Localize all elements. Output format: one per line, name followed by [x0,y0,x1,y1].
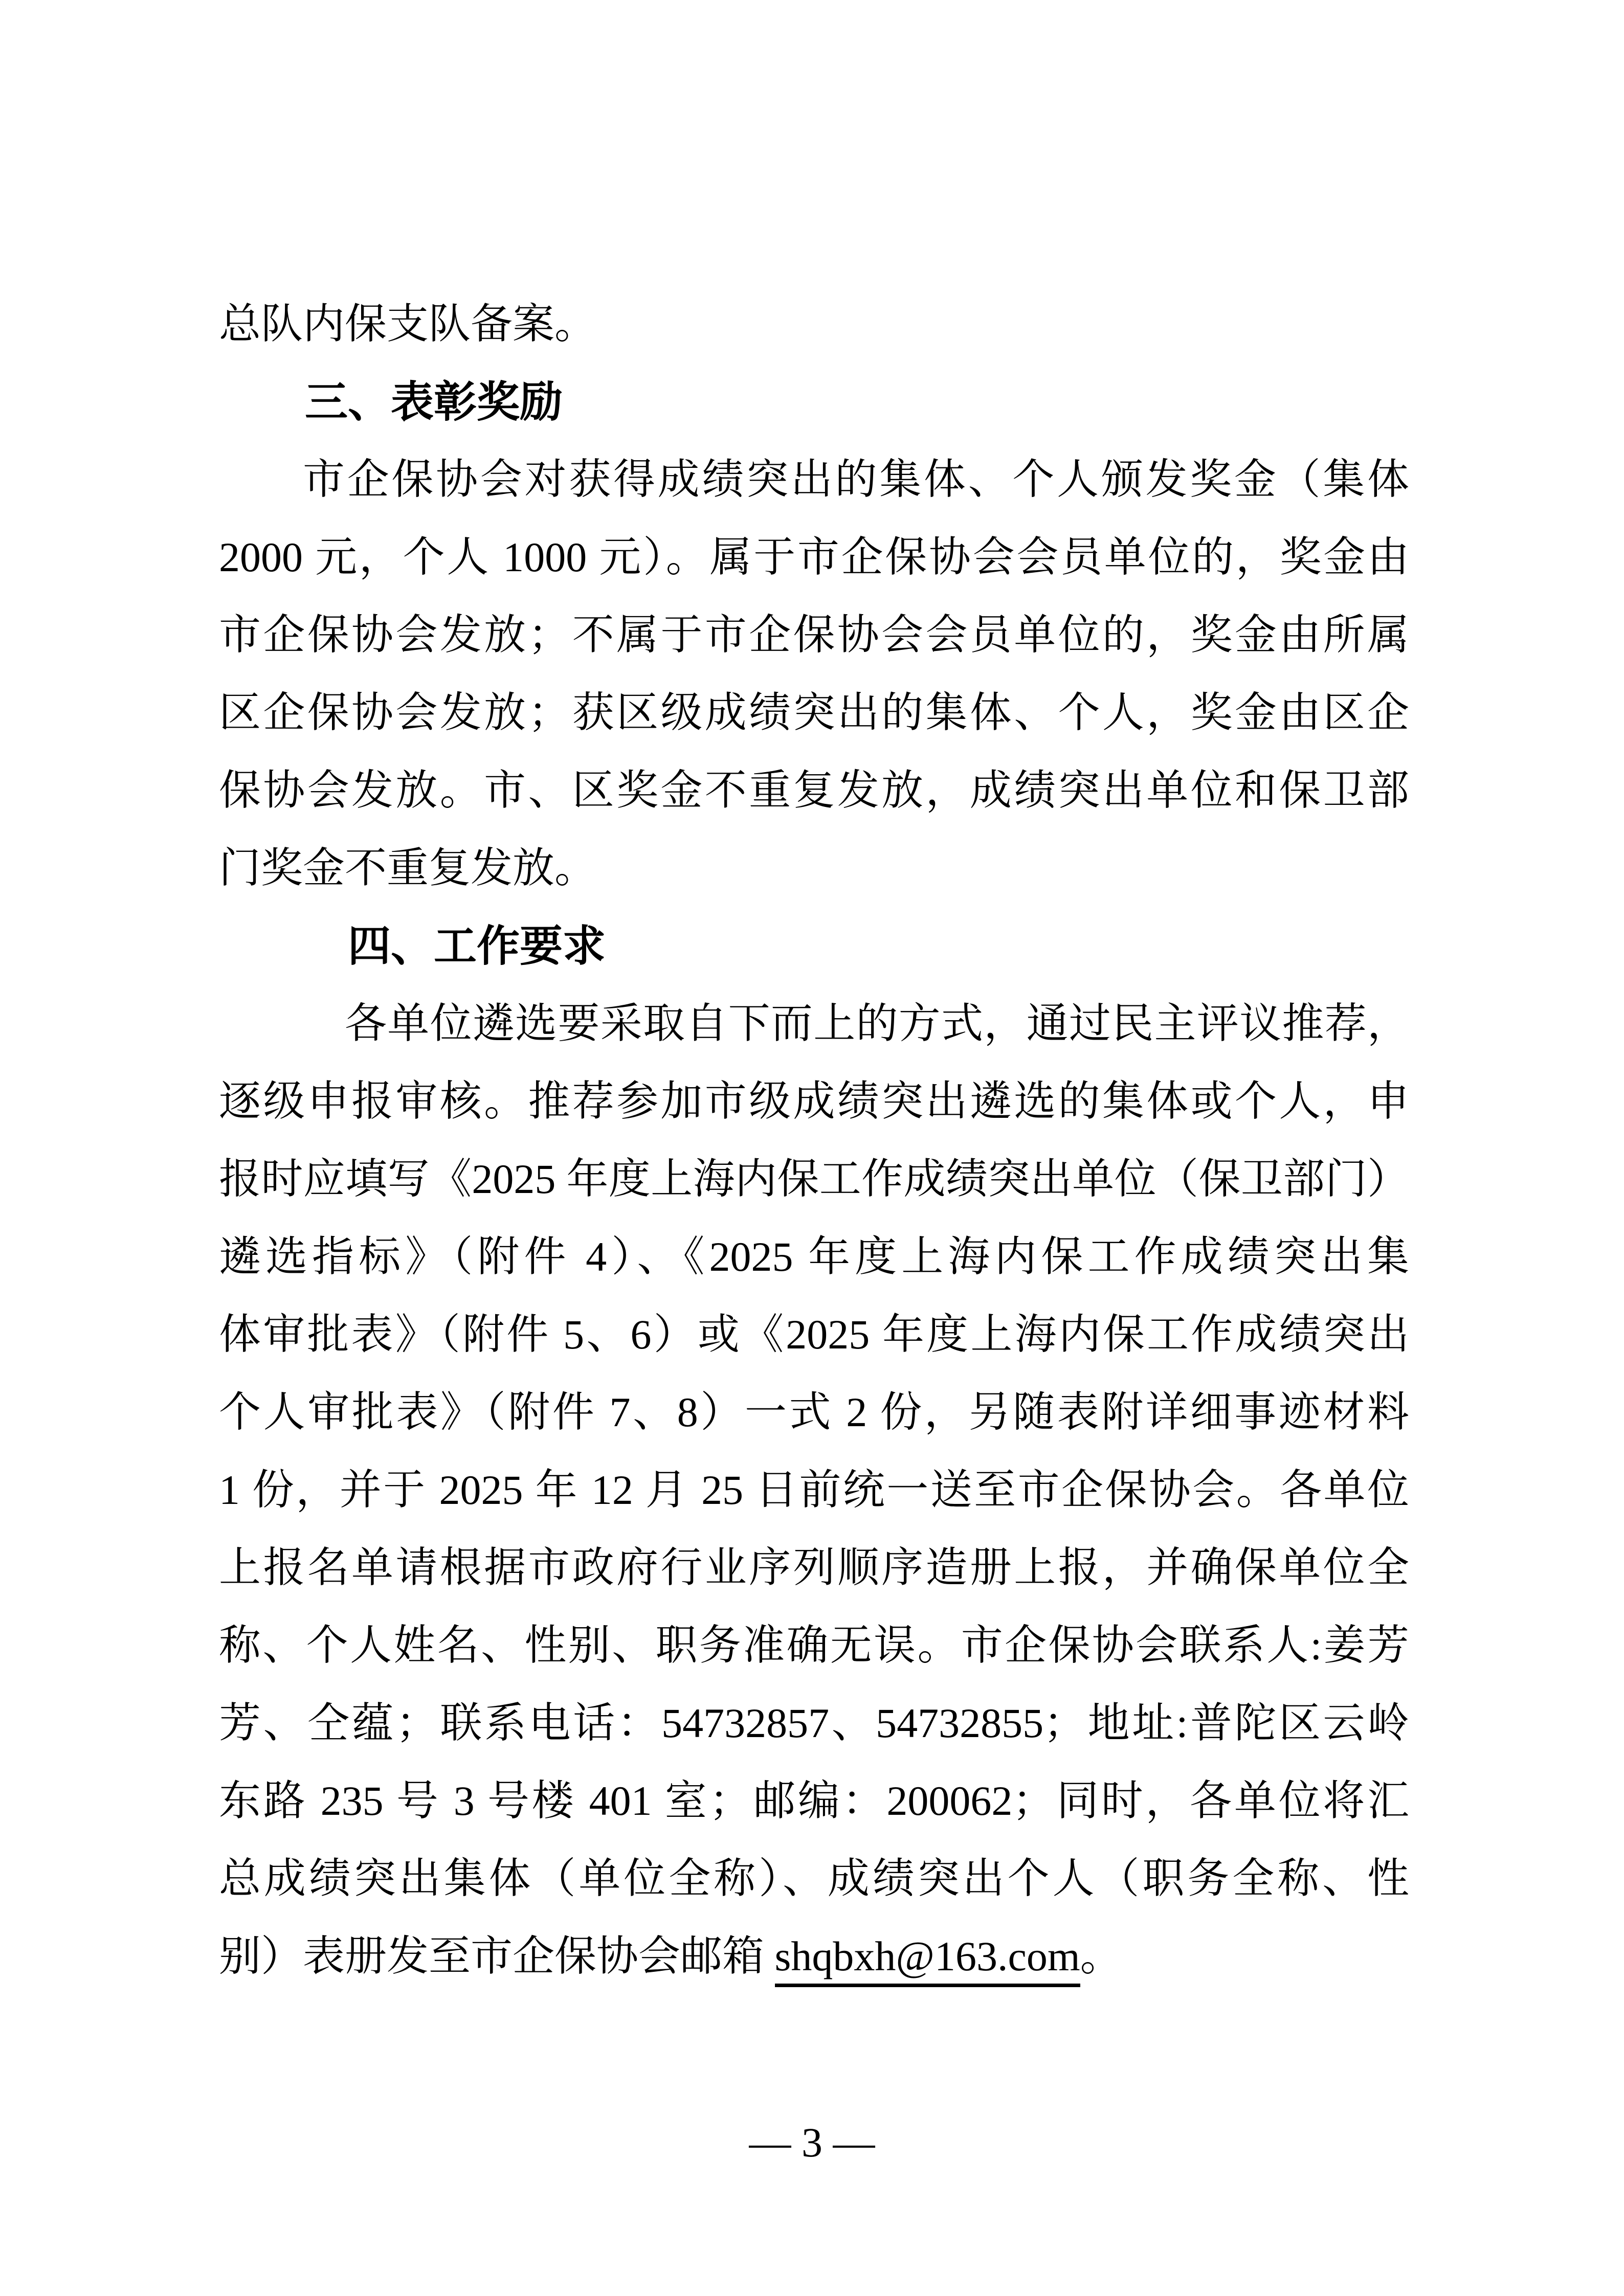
text-run: 。 [1080,1933,1122,1979]
text-line: 上报名单请根据市政府行业序列顺序造册上报，并确保单位全 [219,1544,1409,1591]
text-line: 市企保协会对获得成绩突出的集体、个人颁发奖金（集体 [303,456,1409,503]
section-heading: 三、表彰奖励 [305,378,563,426]
text-line: 报时应填写《2025 年度上海内保工作成绩突出单位（保卫部门） [219,1156,1409,1202]
section-heading: 四、工作要求 [348,922,606,970]
email-link[interactable]: shqbxh@163.com [775,1933,1080,1987]
text-line: 个人审批表》（附件 7、8）一式 2 份，另随表附详细事迹材料 [219,1389,1409,1435]
text-run: 别）表册发至市企保协会邮箱 [219,1933,775,1979]
page-number: — 3 — [749,2119,875,2166]
text-line: 东路 235 号 3 号楼 401 室；邮编：200062；同时，各单位将汇 [219,1777,1409,1824]
text-line: 市企保协会发放；不属于市企保协会会员单位的，奖金由所属 [219,612,1409,658]
text-line: 1 份，并于 2025 年 12 月 25 日前统一送至市企保协会。各单位 [219,1467,1409,1513]
text-line [219,1918,1409,1995]
text-line: 区企保协会发放；获区级成绩突出的集体、个人，奖金由区企 [219,689,1409,736]
text-line: 总队内保支队备案。 [219,301,597,347]
page-footer [0,2112,1624,2173]
text-line: 各单位遴选要采取自下而上的方式，通过民主评议推荐， [345,1000,1409,1047]
text-line: 门奖金不重复发放。 [219,845,597,891]
text-line: 保协会发放。市、区奖金不重复发放，成绩突出单位和保卫部 [219,767,1409,814]
text-line: 芳、仝蕴；联系电话：54732857、54732855；地址:普陀区云岭 [219,1700,1409,1746]
text-line: 体审批表》（附件 5、6）或《2025 年度上海内保工作成绩突出 [219,1311,1409,1358]
text-line: 2000 元，个人 1000 元）。属于市企保协会会员单位的，奖金由 [219,534,1409,580]
document-body [219,285,1409,1995]
text-line: 总成绩突出集体（单位全称）、成绩突出个人（职务全称、性 [219,1855,1409,1902]
text-line: 遴选指标》（附件 4）、《2025 年度上海内保工作成绩突出集 [219,1233,1409,1280]
text-line: 称、个人姓名、性别、职务准确无误。市企保协会联系人:姜芳 [219,1622,1409,1669]
text-line: 逐级申报审核。推荐参加市级成绩突出遴选的集体或个人，申 [219,1078,1409,1124]
